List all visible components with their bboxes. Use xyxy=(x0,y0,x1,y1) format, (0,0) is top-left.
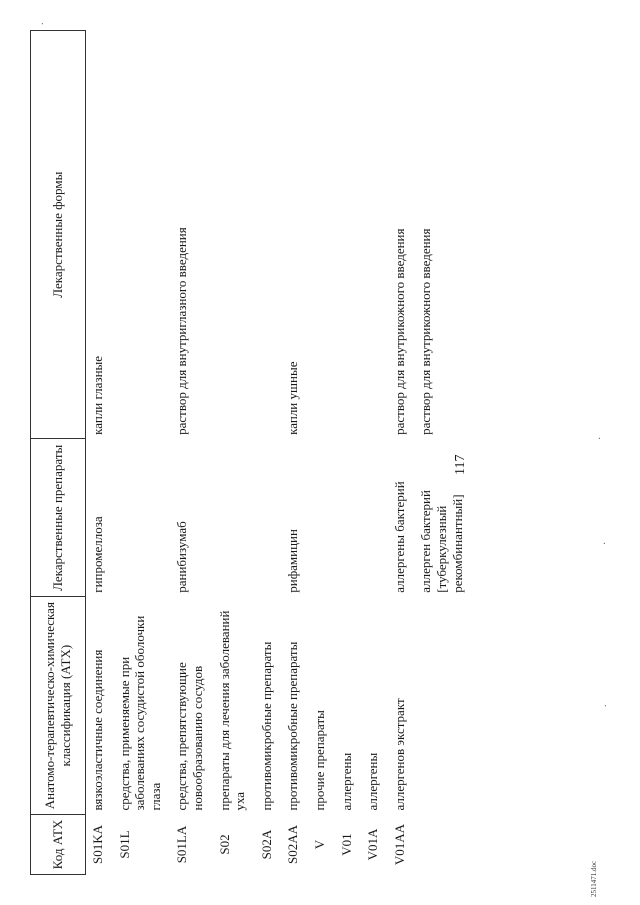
row-form: капли ушные xyxy=(285,361,301,435)
row-drug: гипромеллоза xyxy=(90,516,105,593)
table-row xyxy=(255,31,282,875)
row-form xyxy=(113,31,171,439)
row-form: раствор для внутрикожного введения xyxy=(391,228,407,435)
table-row xyxy=(170,31,212,875)
row-form xyxy=(213,31,255,439)
row-drug xyxy=(308,439,335,597)
row-form xyxy=(255,31,282,439)
row-form xyxy=(361,31,388,439)
table-body xyxy=(86,31,473,875)
table-row xyxy=(281,31,308,875)
row-classification: средства, применяемые при заболеваниях сосудистой оболочки глаза xyxy=(116,615,163,811)
row-code: V01 xyxy=(338,833,354,856)
header-code: Код АТХ xyxy=(31,815,86,875)
row-classification: аллергенов экстракт xyxy=(391,698,407,811)
scan-mark: . xyxy=(35,22,46,25)
row-classification: противомикробные препараты xyxy=(258,641,274,811)
scan-mark: . xyxy=(598,704,609,707)
row-drug xyxy=(335,439,362,597)
row-code: V01A xyxy=(365,828,381,861)
row-drug xyxy=(361,439,388,597)
row-classification: препараты для лечения заболеваний уха xyxy=(216,610,248,811)
header-forms: Лекарственные формы xyxy=(31,31,86,439)
atx-table xyxy=(30,30,472,875)
row-code: V01AA xyxy=(391,823,407,866)
row-code: S01L xyxy=(116,830,132,859)
row-classification: аллергены xyxy=(365,752,381,811)
row-code: S01KA xyxy=(90,825,105,865)
row-code: S02AA xyxy=(285,825,301,865)
row-form: раствор для внутриглазного введения xyxy=(174,227,190,435)
table-row xyxy=(335,31,362,875)
table-row xyxy=(213,31,255,875)
table-row xyxy=(86,31,113,875)
table-row xyxy=(361,31,388,875)
row-code: S02A xyxy=(258,829,274,860)
row-drug xyxy=(213,439,255,597)
row-form xyxy=(335,31,362,439)
row-classification xyxy=(414,597,472,815)
document-reference: 2511471.doc xyxy=(590,860,598,897)
scan-mark: · xyxy=(595,436,606,440)
row-form xyxy=(308,31,335,439)
row-code xyxy=(414,815,472,875)
row-classification: средства, препятствующие новообразованию сосудов xyxy=(174,662,205,811)
row-code: V xyxy=(311,839,327,850)
row-code: S02 xyxy=(216,834,232,855)
row-drug xyxy=(113,439,171,597)
table-row xyxy=(113,31,171,875)
table-row xyxy=(388,31,415,875)
row-classification: аллергены xyxy=(338,752,354,811)
scan-mark: · xyxy=(600,541,611,545)
header-classification: Анатомо-терапевтическо-химическая классификация (АТХ) xyxy=(31,597,86,815)
row-drug: рифамицин xyxy=(285,529,301,593)
row-drug: аллерген бактерий [туберкулезный рекомбинантный] xyxy=(418,490,465,593)
row-classification: вязкоэластичные соединения xyxy=(90,649,105,811)
row-form: раствор для внутрикожного введения xyxy=(418,228,434,435)
row-form: капли глазные xyxy=(90,355,105,435)
table-row xyxy=(414,31,472,875)
header-drugs: Лекарственные препараты xyxy=(31,439,86,597)
table-row xyxy=(308,31,335,875)
row-classification: прочие препараты xyxy=(311,710,327,811)
row-drug: аллергены бактерий xyxy=(391,481,407,593)
page-number: 117 xyxy=(453,454,468,475)
row-drug xyxy=(255,439,282,597)
row-code: S01LA xyxy=(174,825,190,864)
row-drug: ранибизумаб xyxy=(174,521,190,593)
row-classification: противомикробные препараты xyxy=(285,641,301,811)
table-header xyxy=(31,31,86,875)
